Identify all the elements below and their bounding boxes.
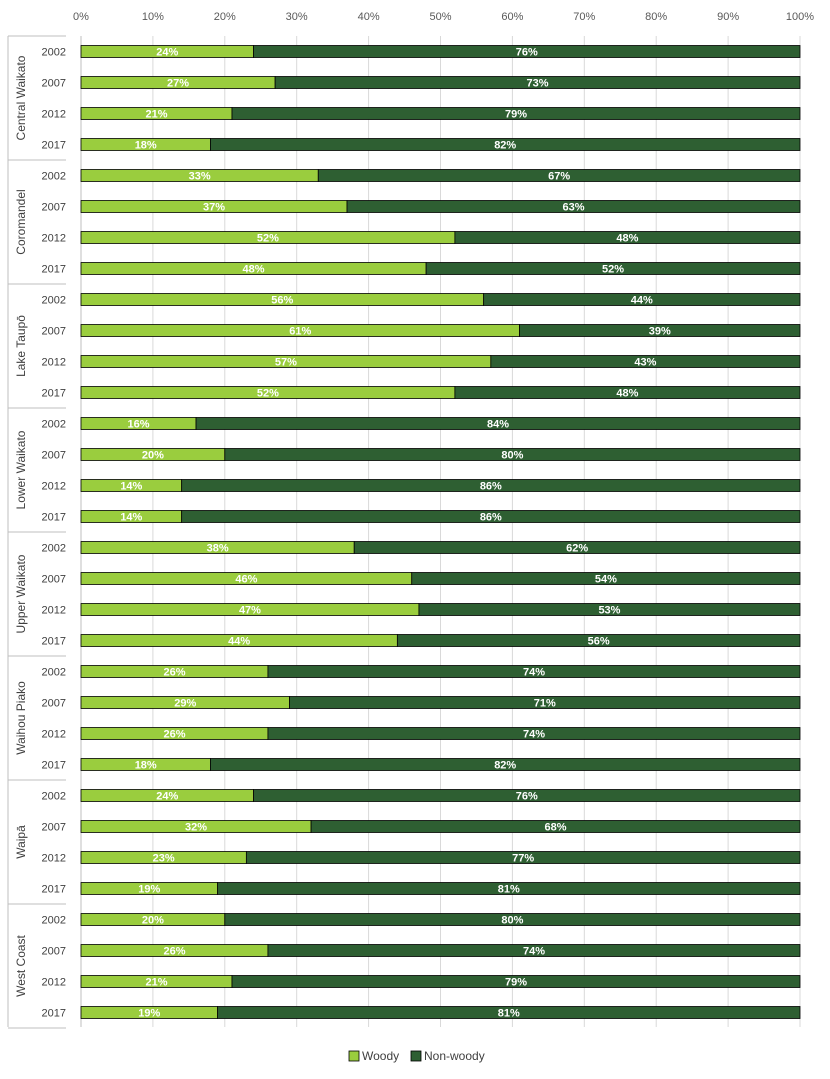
data-label-woody: 52%	[256, 387, 279, 400]
data-label-woody: 46%	[235, 573, 258, 586]
x-tick-label: 60%	[501, 11, 524, 23]
data-label-woody: 38%	[206, 542, 229, 555]
data-label-woody: 19%	[138, 883, 161, 896]
data-label-non-woody: 76%	[515, 790, 538, 803]
group-label: West Coast	[14, 935, 29, 997]
data-label-woody: 20%	[141, 449, 164, 462]
data-label-non-woody: 52%	[602, 263, 625, 276]
data-label-woody: 14%	[120, 511, 143, 524]
year-label: 2012	[41, 480, 66, 493]
data-label-woody: 47%	[238, 604, 261, 617]
data-label-non-woody: 79%	[504, 108, 528, 121]
year-label: 2012	[41, 728, 66, 741]
year-label: 2007	[41, 325, 66, 338]
data-label-woody: 24%	[156, 790, 179, 803]
data-label-woody: 26%	[163, 666, 186, 679]
data-label-non-woody: 48%	[616, 387, 639, 400]
year-label: 2002	[41, 46, 66, 59]
year-label: 2012	[41, 976, 66, 989]
data-label-woody: 52%	[256, 232, 279, 245]
group-label: Waihou Piako	[14, 681, 29, 755]
year-label: 2012	[41, 604, 66, 617]
data-label-woody: 21%	[145, 976, 168, 989]
year-label: 2017	[41, 883, 66, 896]
data-label-non-woody: 44%	[630, 294, 653, 307]
data-label-non-woody: 56%	[587, 635, 610, 648]
data-label-woody: 14%	[120, 480, 143, 493]
year-label: 2002	[41, 914, 66, 927]
data-label-woody: 26%	[163, 728, 186, 741]
data-label-non-woody: 48%	[616, 232, 639, 245]
year-label: 2007	[41, 449, 66, 462]
data-label-woody: 61%	[289, 325, 312, 338]
data-label-non-woody: 39%	[648, 325, 671, 338]
data-label-non-woody: 82%	[494, 139, 517, 152]
x-tick-label: 100%	[785, 11, 815, 23]
data-label-woody: 29%	[174, 697, 197, 710]
data-label-non-woody: 80%	[501, 914, 524, 927]
data-label-non-woody: 53%	[598, 604, 621, 617]
data-label-non-woody: 63%	[562, 201, 585, 214]
year-label: 2017	[41, 1007, 66, 1020]
data-label-non-woody: 81%	[497, 883, 520, 896]
year-label: 2017	[41, 387, 66, 400]
data-label-non-woody: 68%	[544, 821, 567, 834]
data-label-non-woody: 62%	[566, 542, 589, 555]
data-label-non-woody: 80%	[501, 449, 524, 462]
data-label-woody: 33%	[188, 170, 211, 183]
data-label-woody: 20%	[141, 914, 164, 927]
group-label: Waipā	[14, 825, 29, 859]
year-label: 2017	[41, 635, 66, 648]
year-label: 2007	[41, 945, 66, 958]
data-label-non-woody: 43%	[634, 356, 657, 369]
data-label-woody: 44%	[228, 635, 251, 648]
data-label-non-woody: 84%	[487, 418, 510, 431]
x-tick-label: 70%	[573, 11, 596, 23]
data-label-woody: 18%	[134, 759, 157, 772]
group-label: Coromandel	[14, 189, 29, 255]
data-label-woody: 24%	[156, 46, 179, 59]
category-axis	[8, 36, 81, 1028]
data-label-woody: 37%	[202, 201, 226, 214]
data-label-non-woody: 82%	[494, 759, 517, 772]
year-label: 2002	[41, 294, 66, 307]
data-label-woody: 56%	[271, 294, 294, 307]
data-label-non-woody: 86%	[479, 511, 502, 524]
legend-label-non-woody: Non-woody	[424, 1049, 485, 1063]
data-label-non-woody: 54%	[594, 573, 617, 586]
group-label: Lake Taupō	[14, 315, 29, 377]
data-label-woody: 32%	[185, 821, 208, 834]
year-label: 2012	[41, 108, 66, 121]
data-label-non-woody: 76%	[515, 46, 538, 59]
year-label: 2017	[41, 511, 66, 524]
group-label: Lower Waikato	[14, 430, 29, 510]
group-label: Upper Waikato	[14, 554, 29, 634]
year-label: 2007	[41, 77, 66, 90]
data-label-non-woody: 74%	[522, 728, 545, 741]
data-label-non-woody: 74%	[522, 945, 545, 958]
year-label: 2007	[41, 201, 66, 214]
data-label-non-woody: 71%	[533, 697, 556, 710]
data-label-non-woody: 74%	[522, 666, 545, 679]
year-label: 2012	[41, 852, 66, 865]
data-label-woody: 21%	[145, 108, 168, 121]
year-label: 2002	[41, 170, 66, 183]
data-label-woody: 18%	[134, 139, 157, 152]
year-label: 2007	[41, 573, 66, 586]
x-tick-label: 10%	[141, 11, 164, 23]
year-label: 2002	[41, 790, 66, 803]
data-label-non-woody: 67%	[548, 170, 571, 183]
data-label-non-woody: 77%	[512, 852, 535, 865]
year-label: 2002	[41, 542, 66, 555]
data-label-non-woody: 73%	[526, 77, 549, 90]
year-label: 2002	[41, 418, 66, 431]
data-label-woody: 27%	[167, 77, 190, 90]
year-label: 2017	[41, 263, 66, 276]
gridlines	[81, 36, 800, 1027]
data-label-non-woody: 81%	[497, 1007, 520, 1020]
x-tick-label: 50%	[429, 11, 452, 23]
year-label: 2007	[41, 821, 66, 834]
data-label-woody: 16%	[127, 418, 150, 431]
year-label: 2012	[41, 232, 66, 245]
data-label-woody: 19%	[138, 1007, 161, 1020]
year-label: 2017	[41, 759, 66, 772]
data-label-woody: 23%	[152, 852, 175, 865]
data-label-non-woody: 79%	[504, 976, 528, 989]
legend-label-woody: Woody	[362, 1049, 400, 1063]
x-tick-label: 80%	[645, 11, 668, 23]
legend	[349, 1049, 485, 1063]
x-tick-label: 30%	[285, 11, 308, 23]
year-label: 2007	[41, 697, 66, 710]
data-label-woody: 26%	[163, 945, 186, 958]
x-tick-label: 0%	[73, 11, 89, 23]
data-label-woody: 57%	[274, 356, 297, 369]
x-tick-label: 40%	[357, 11, 380, 23]
legend-swatch-non-woody	[411, 1051, 421, 1061]
data-label-non-woody: 86%	[479, 480, 502, 493]
data-label-woody: 48%	[242, 263, 265, 276]
x-tick-label: 90%	[717, 11, 740, 23]
year-label: 2017	[41, 139, 66, 152]
legend-swatch-woody	[349, 1051, 359, 1061]
year-label: 2012	[41, 356, 66, 369]
x-tick-label: 20%	[213, 11, 236, 23]
x-axis-ticks	[73, 11, 814, 23]
year-label: 2002	[41, 666, 66, 679]
group-label: Central Waikato	[14, 55, 29, 141]
